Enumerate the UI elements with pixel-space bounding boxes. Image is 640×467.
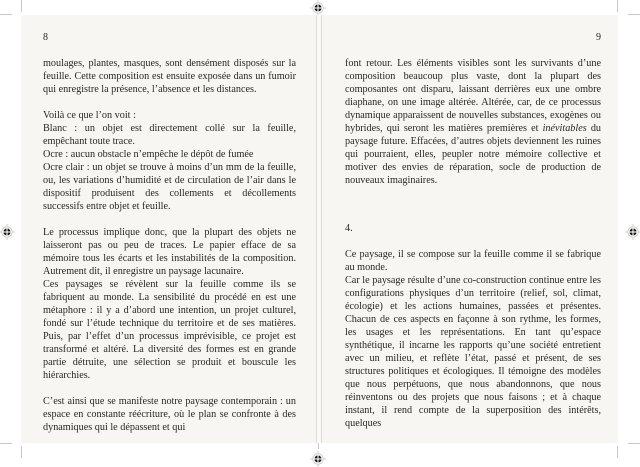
- crop-mark: [628, 14, 640, 15]
- section-number: 4.: [345, 223, 353, 234]
- crop-mark: [0, 14, 12, 15]
- body-paragraph: Voilà ce que l’on voit :: [43, 110, 136, 121]
- crop-mark: [21, 0, 22, 12]
- body-paragraph: Ocre : aucun obstacle n’empêche le dépôt de fumée: [43, 149, 254, 160]
- center-fold: [316, 15, 322, 443]
- page-number-left: 8: [43, 32, 48, 43]
- body-paragraph: Ce paysage, il se compose sur la feuille comme il se fabrique au monde.: [345, 249, 601, 273]
- page-left: [43, 31, 296, 434]
- page-right-body: [345, 57, 601, 430]
- registration-mark-icon: [625, 224, 640, 240]
- registration-mark-icon: [310, 451, 326, 467]
- crop-mark: [0, 443, 12, 444]
- body-paragraph: C’est ainsi que se manifeste notre paysage contemporain : un espace en constante réécriture, où le plan se confronte à des dynamiques qui le dépassent et qui: [43, 396, 296, 433]
- body-paragraph: Le processus implique donc, que la plupart des objets ne laisseront pas ou peu de traces. Le papier efface de sa mémoire tous les écarts et les instabilités de la composition. Autrement dit, il enregistre un paysage lacunaire.: [43, 227, 296, 277]
- body-paragraph: Ocre clair : un objet se trouve à moins d’un mm de la feuille, ou, les variations d’humidité et de circulation de l’air dans le dispositif produisent des collements et décollements successifs entre objet et feuille.: [43, 162, 296, 212]
- page-left-body: [43, 57, 296, 434]
- crop-mark: [617, 446, 618, 458]
- crop-mark: [628, 443, 640, 444]
- crop-mark: [21, 446, 22, 458]
- registration-mark-icon: [0, 224, 15, 240]
- body-paragraph: font retour. Les éléments visibles sont les survivants d’une composition beaucoup plus vaste, dont la plupart des composantes ont disparu, laissant derrières eux une ombre diaphane, on une image altérée. Altérée, car, de ce processus dynamique apparaissent de nouvelles substances, exogènes ou hybrides, qui seront les matières premières et inévitables du paysage future. Effacées, d’autres objets deviennent les ruines qui pourraient, elles, peupler notre mémoire collective et motiver des envies de réparation, socle de production de nouveaux imaginaires.: [345, 58, 602, 186]
- book-spread-sheet: [21, 15, 618, 443]
- body-paragraph: Ces paysages se révèlent sur la feuille comme ils se fabriquent au monde. La sensibilité du procédé en est une métaphore : il y a d’abord une intention, un projet culturel, fondé sur l’étude technique du territoire et de ses matières. Puis, par l’effet d’un processus imprévisible, ce projet est transformé et altéré. La diversité des formes est en grande partie détruite, une sélection se produit et bouscule les hiérarchies.: [43, 279, 296, 381]
- page-right: [345, 31, 601, 430]
- body-paragraph: moulages, plantes, masques, sont densément disposés sur la feuille. Cette composition est ensuite exposée dans un fumoir qui enregistre la présence, l’absence et les distances.: [43, 58, 296, 95]
- registration-mark-icon: [310, 0, 326, 16]
- body-paragraph: Blanc : un objet est directement collé sur la feuille, empêchant toute trace.: [43, 123, 296, 147]
- body-paragraph: Car le paysage résulte d’une co-construction continue entre les configurations physiques d’un territoire (relief, sol, climat, écologie) et les actions humaines, passées et présentes. Chacun de ces aspects en façonne à son rythme, les formes, les usages et les représentations. En tant qu’espace synthétique, il incarne les rapports qu’une société entretient avec un milieu, et reflète l’état, passé et présent, de ses structures politiques et écologiques. Il témoigne des modèles que nous perpétuons, que nous abandonnons, que nous réinventons ou des projets que nous faisons ; et à chaque instant, il rend compte de la superposition des intérêts, quelques: [345, 275, 601, 429]
- page-number-right: 9: [596, 32, 601, 43]
- crop-mark: [617, 0, 618, 12]
